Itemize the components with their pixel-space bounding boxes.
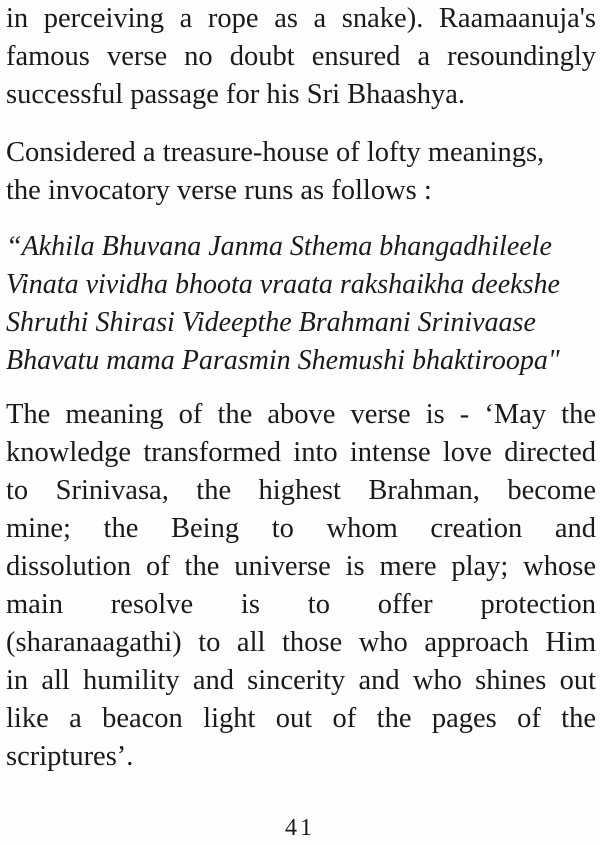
text-line: in perceiving a rope as a snake). Raamaanuja's [6, 3, 596, 34]
text-line: mine; the Being to whom creation and [6, 513, 596, 544]
text-line: (sharanaagathi) to all those who approach Him [6, 627, 596, 658]
page-number: 41 [285, 815, 315, 841]
invocatory-verse [6, 228, 596, 380]
text-line: main resolve is to offer protection [6, 589, 596, 620]
text-line: scriptures’. [6, 741, 134, 772]
paragraph-invocatory-intro [6, 134, 596, 210]
text-line: famous verse no doubt ensured a resoundingly [6, 41, 596, 72]
paragraph-verse-meaning [6, 396, 596, 776]
text-line: successful passage for his Sri Bhaashya. [6, 79, 466, 110]
text-line: The meaning of the above verse is - ‘May the [6, 399, 596, 430]
text-line: the invocatory verse runs as follows : [6, 175, 432, 206]
text-line: Considered a treasure-house of lofty meanings, [6, 137, 545, 168]
verse-line: Vinata vividha bhoota vraata rakshaikha deekshe [6, 269, 560, 300]
text-line: dissolution of the universe is mere play; whose [6, 551, 596, 582]
text-line: like a beacon light out of the pages of the [6, 703, 596, 734]
verse-line: “Akhila Bhuvana Janma Sthema bhangadhileele [6, 231, 552, 262]
text-line: in all humility and sincerity and who shines out [6, 665, 596, 696]
paragraph-raamaanuja-verse [6, 0, 596, 114]
verse-line: Bhavatu mama Parasmin Shemushi bhaktiroopa" [6, 345, 560, 376]
text-line: knowledge transformed into intense love directed [6, 437, 596, 468]
text-line: to Srinivasa, the highest Brahman, become [6, 475, 596, 506]
verse-line: Shruthi Shirasi Videepthe Brahmani Srinivaase [6, 307, 536, 338]
